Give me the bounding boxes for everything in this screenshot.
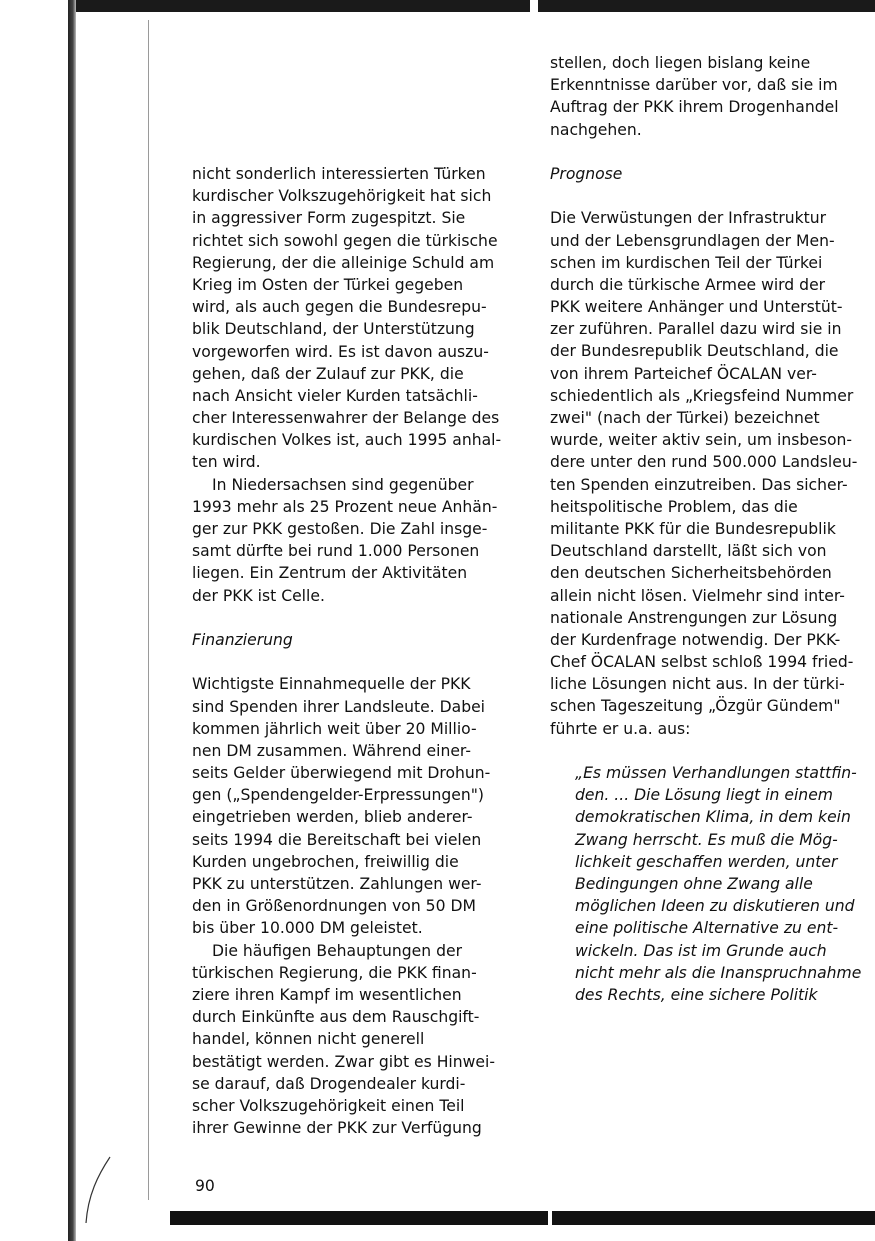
text-line: eingetrieben werden, blieb anderer- xyxy=(192,808,473,827)
text-line: Deutschland darstellt, läßt sich von xyxy=(550,542,827,561)
left-para-3 xyxy=(192,673,527,939)
scan-edge-left xyxy=(68,0,76,1241)
quote-line: demokratischen Klima, in dem kein xyxy=(575,808,851,827)
text-line: ziere ihren Kampf im wesentlichen xyxy=(192,985,462,1004)
text-line: Auftrag der PKK ihrem Drogenhandel xyxy=(550,98,839,117)
left-para-1 xyxy=(192,163,527,474)
left-para-2 xyxy=(192,474,527,607)
text-line: ten wird. xyxy=(192,453,261,472)
text-line: PKK zu unterstützen. Zahlungen wer- xyxy=(192,875,482,893)
text-line: stellen, doch liegen bislang keine xyxy=(550,54,811,72)
text-line: vorgeworfen wird. Es ist davon auszu- xyxy=(192,342,489,361)
text-line: handel, können nicht generell xyxy=(192,1030,425,1049)
text-line: gehen, daß der Zulauf zur PKK, die xyxy=(192,364,464,383)
left-para-4 xyxy=(192,940,527,1140)
quote-line: den. ... Die Lösung liegt in einem xyxy=(575,786,833,805)
text-line: durch die türkische Armee wird der xyxy=(550,275,826,294)
text-line: nen DM zusammen. Während einer- xyxy=(192,741,471,760)
text-line: samt dürfte bei rund 1.000 Personen xyxy=(192,542,480,561)
text-line: gen („Spendengelder-Erpressungen") xyxy=(192,786,484,805)
scan-edge-top-gap xyxy=(530,0,538,12)
text-line: zer zuführen. Parallel dazu wird sie in xyxy=(550,320,842,339)
quote-line: lichkeit geschaffen werden, unter xyxy=(575,852,838,871)
quote-line: des Rechts, eine sichere Politik xyxy=(575,985,818,1004)
text-line: der Bundesrepublik Deutschland, die xyxy=(550,342,839,361)
text-line: blik Deutschland, der Unterstützung xyxy=(192,320,475,339)
text-line: ger zur PKK gestoßen. Die Zahl insge- xyxy=(192,520,488,538)
quote-block xyxy=(550,762,875,1006)
quote-line: möglichen Ideen zu diskutieren und xyxy=(575,897,855,916)
text-line: ten Spenden einzutreiben. Das sicher- xyxy=(550,475,848,494)
text-line: Die häufigen Behauptungen der xyxy=(212,941,462,960)
text-line: cher Interessenwahrer der Belange des xyxy=(192,409,500,428)
text-line: Die Verwüstungen der Infrastruktur xyxy=(550,209,827,228)
quote-line: Zwang herrscht. Es muß die Mög- xyxy=(575,830,838,849)
text-line: heitspolitische Problem, das die xyxy=(550,497,798,516)
quote-line: Bedingungen ohne Zwang alle xyxy=(575,874,813,893)
scan-edge-bottom-gap xyxy=(548,1211,552,1225)
text-line: in aggressiver Form zugespitzt. Sie xyxy=(192,209,466,228)
right-para-2 xyxy=(550,207,875,740)
text-line: richtet sich sowohl gegen die türkische xyxy=(192,231,498,250)
text-line: wurde, weiter aktiv sein, um insbeson- xyxy=(550,431,853,450)
text-line: bis über 10.000 DM geleistet. xyxy=(192,919,423,938)
text-line: den deutschen Sicherheitsbehörden xyxy=(550,564,832,583)
text-line: liegen. Ein Zentrum der Aktivitäten xyxy=(192,564,468,583)
text-line: sind Spenden ihrer Landsleute. Dabei xyxy=(192,697,486,716)
text-line: seits 1994 die Bereitschaft bei vielen xyxy=(192,830,482,849)
text-line: seits Gelder überwiegend mit Drohun- xyxy=(192,764,491,783)
text-line: zwei" (nach der Türkei) bezeichnet xyxy=(550,409,820,427)
text-line: In Niedersachsen sind gegenüber xyxy=(212,475,474,494)
text-line: Regierung, der die alleinige Schuld am xyxy=(192,253,495,272)
text-line: führte er u.a. aus: xyxy=(550,719,691,738)
text-line: nach Ansicht vieler Kurden tatsächli- xyxy=(192,386,478,405)
text-line: Kurden ungebrochen, freiwillig die xyxy=(192,852,459,871)
left-column xyxy=(192,163,527,1139)
text-line: den in Größenordnungen von 50 DM xyxy=(192,897,476,916)
section-heading-prognose: Prognose xyxy=(550,164,623,183)
quote-line: nicht mehr als die Inanspruchnahme xyxy=(575,963,862,982)
page-number: 90 xyxy=(195,1177,215,1195)
text-line: militante PKK für die Bundesrepublik xyxy=(550,519,836,538)
text-line: dere unter den rund 500.000 Landsleu- xyxy=(550,453,858,472)
text-line: kurdischen Volkes ist, auch 1995 anhal- xyxy=(192,431,502,450)
text-line: 1993 mehr als 25 Prozent neue Anhän- xyxy=(192,497,498,516)
text-line: scher Volkszugehörigkeit einen Teil xyxy=(192,1096,465,1115)
text-line: von ihrem Parteichef ÖCALAN ver- xyxy=(550,364,817,383)
text-line: schen Tageszeitung „Özgür Gündem" xyxy=(550,697,841,716)
text-line: der PKK ist Celle. xyxy=(192,586,325,605)
quote-line: eine politische Alternative zu ent- xyxy=(575,919,839,938)
text-line: Chef ÖCALAN selbst schloß 1994 fried- xyxy=(550,653,854,672)
text-line: allein nicht lösen. Vielmehr sind inter- xyxy=(550,586,845,605)
text-line: kommen jährlich weit über 20 Millio- xyxy=(192,719,477,738)
right-column xyxy=(550,52,875,1006)
text-line: der Kurdenfrage notwendig. Der PKK- xyxy=(550,630,841,649)
text-line: PKK weitere Anhänger und Unterstüt- xyxy=(550,298,843,317)
text-line: nicht sonderlich interessierten Türken xyxy=(192,165,486,183)
text-line: türkischen Regierung, die PKK finan- xyxy=(192,963,477,982)
text-line: Krieg im Osten der Türkei gegeben xyxy=(192,275,464,294)
text-line: se darauf, daß Drogendealer kurdi- xyxy=(192,1074,466,1093)
text-line: nachgehen. xyxy=(550,120,642,139)
text-line: durch Einkünfte aus dem Rauschgift- xyxy=(192,1008,480,1027)
text-line: kurdischer Volkszugehörigkeit hat sich xyxy=(192,187,492,206)
text-line: wird, als auch gegen die Bundesrepu- xyxy=(192,298,487,317)
text-line: Erkenntnisse darüber vor, daß sie im xyxy=(550,76,838,95)
text-line: bestätigt werden. Zwar gibt es Hinwei- xyxy=(192,1052,495,1071)
scan-page-curl xyxy=(80,1155,120,1225)
text-line: schiedentlich als „Kriegsfeind Nummer xyxy=(550,386,854,405)
text-line: ihrer Gewinne der PKK zur Verfügung xyxy=(192,1119,482,1138)
text-line: schen im kurdischen Teil der Türkei xyxy=(550,253,823,272)
section-heading-finanzierung: Finanzierung xyxy=(192,630,293,649)
scan-edge-top xyxy=(68,0,875,12)
quote-line: wickeln. Das ist im Grunde auch xyxy=(575,941,827,960)
text-line: nationale Anstrengungen zur Lösung xyxy=(550,608,838,627)
text-line: Wichtigste Einnahmequelle der PKK xyxy=(192,675,471,694)
text-line: und der Lebensgrundlagen der Men- xyxy=(550,231,835,250)
right-para-1 xyxy=(550,52,875,141)
scan-gutter-line xyxy=(148,20,149,1200)
text-line: liche Lösungen nicht aus. In der türki- xyxy=(550,675,845,694)
quote-line: „Es müssen Verhandlungen stattfin- xyxy=(575,764,857,782)
scan-edge-bottom xyxy=(170,1211,875,1225)
